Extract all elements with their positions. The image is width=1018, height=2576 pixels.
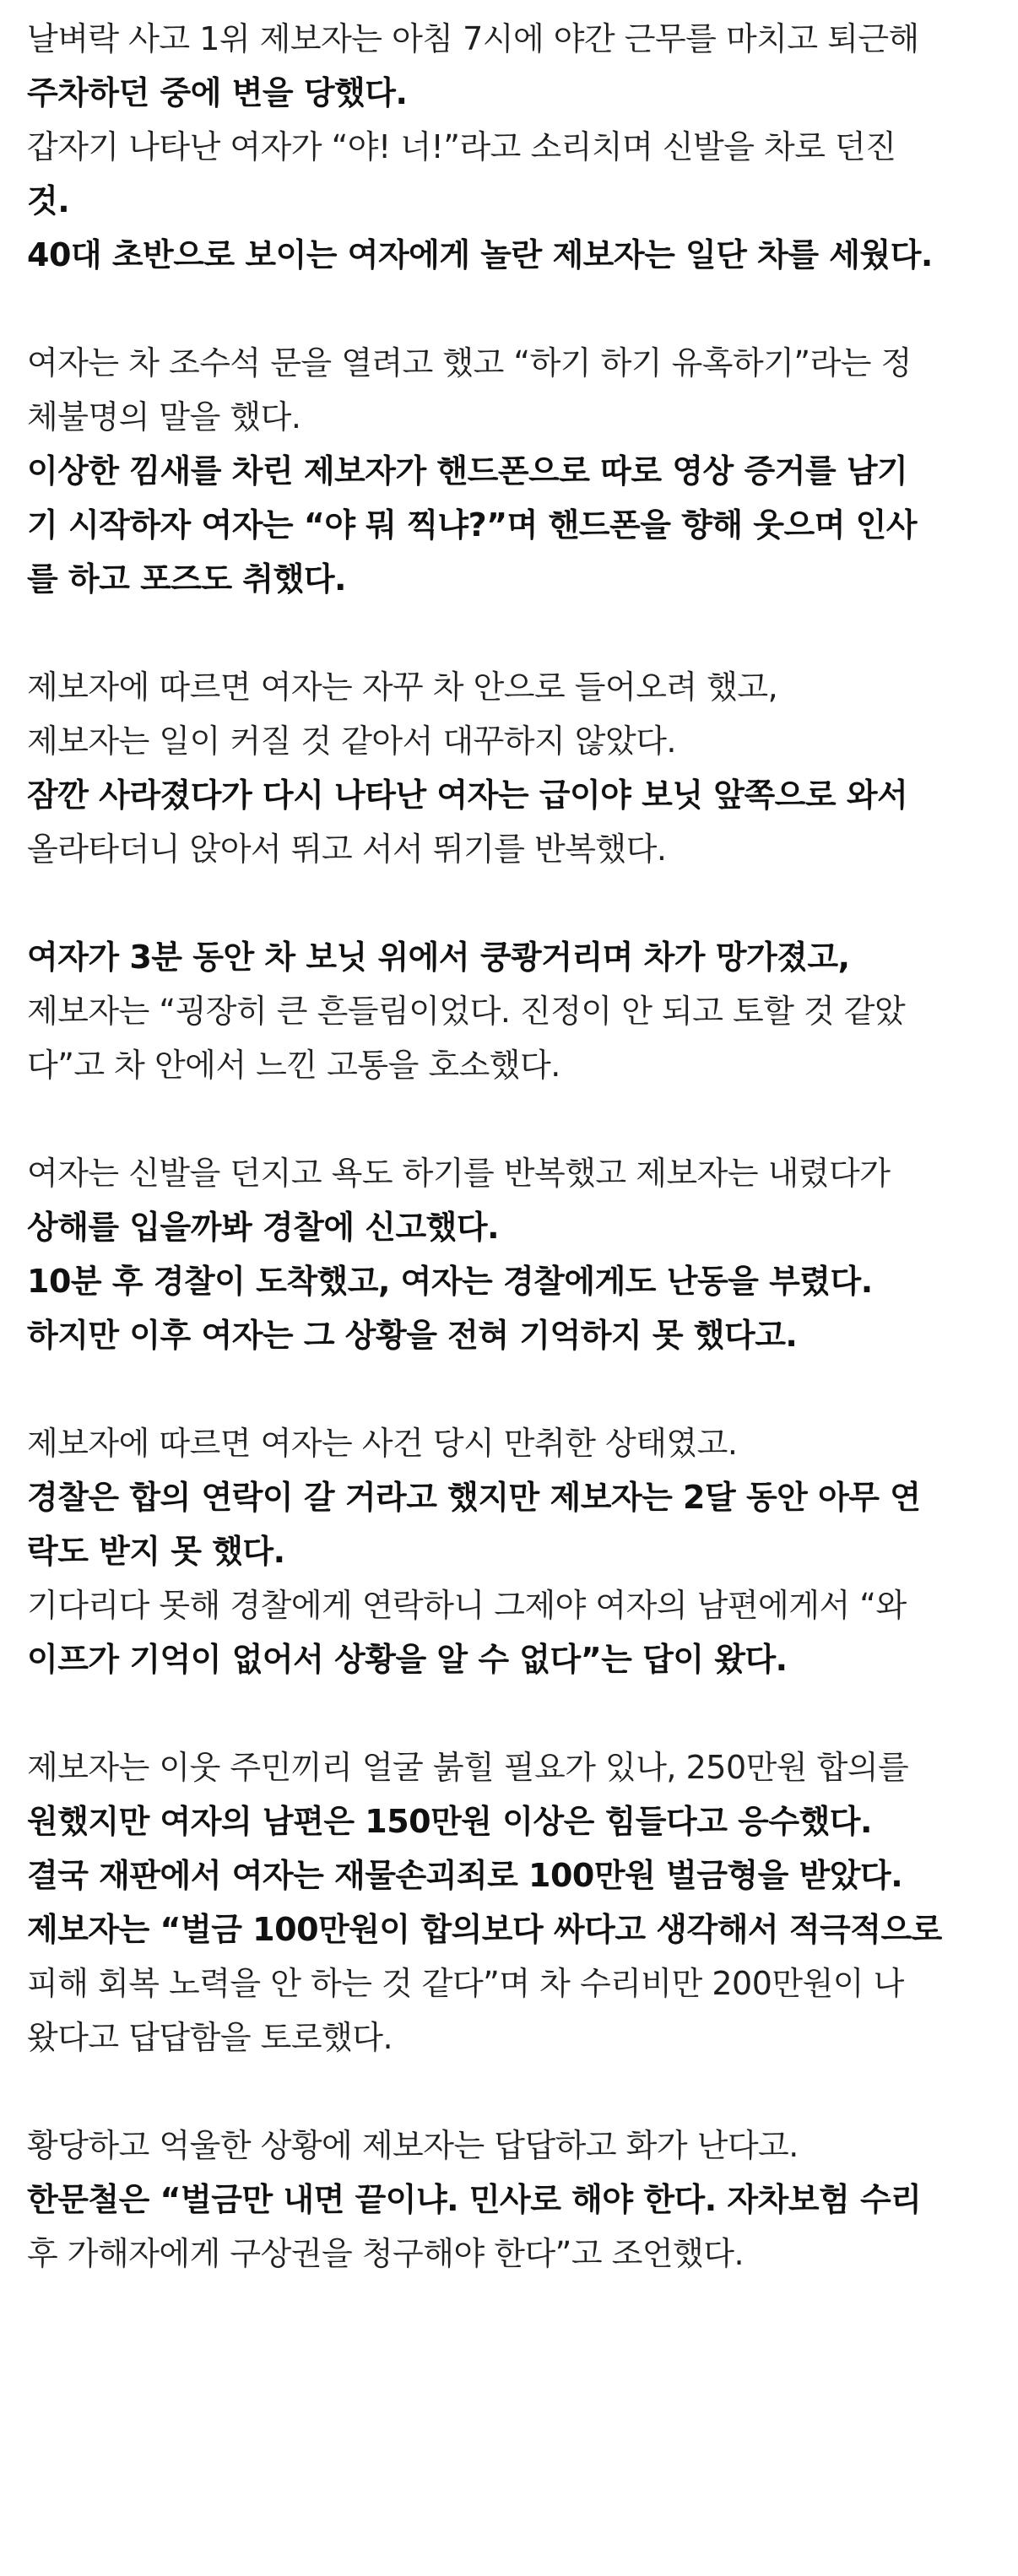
text-line: 경찰은 합의 연락이 갈 거라고 했지만 제보자는 2달 동안 아무 연 bbox=[27, 1479, 921, 1516]
text-line: 날벼락 사고 1위 제보자는 아침 7시에 야간 근무를 마치고 퇴근해 bbox=[27, 20, 919, 57]
text-line: 기다리다 못해 경찰에게 연락하니 그제야 여자의 남편에게서 “와 bbox=[27, 1587, 907, 1624]
paragraph-8 bbox=[27, 2119, 998, 2281]
text-line: 여자가 3분 동안 차 보닛 위에서 쿵쾅거리며 차가 망가졌고, bbox=[27, 939, 850, 976]
text-line: 왔다고 답답함을 토로했다. bbox=[27, 2019, 393, 2056]
text-line: 주차하던 중에 변을 당했다. bbox=[27, 74, 408, 111]
paragraph-7 bbox=[27, 1740, 998, 2065]
text-line: 제보자에 따르면 여자는 사건 당시 만취한 상태였고. bbox=[27, 1425, 738, 1462]
text-line: 하지만 이후 여자는 그 상황을 전혀 기억하지 못 했다고. bbox=[27, 1317, 798, 1354]
paragraph-1 bbox=[27, 12, 998, 282]
text-line: 다”고 차 안에서 느낀 고통을 호소했다. bbox=[27, 1047, 560, 1084]
text-line: 피해 회복 노력을 안 하는 것 같다”며 차 수리비만 200만원이 나 bbox=[27, 1965, 904, 2002]
text-line: 락도 받지 못 했다. bbox=[27, 1533, 285, 1570]
text-line: 제보자에 따르면 여자는 자꾸 차 안으로 들어오려 했고, bbox=[27, 668, 778, 706]
text-line: 것. bbox=[27, 182, 70, 219]
paragraph-5 bbox=[27, 1146, 998, 1362]
text-line: 한문철은 “벌금만 내면 끝이냐. 민사로 해야 한다. 자차보험 수리 bbox=[27, 2181, 922, 2218]
text-line: 잠깐 사라졌다가 다시 나타난 여자는 급이야 보닛 앞쪽으로 와서 bbox=[27, 777, 908, 814]
paragraph-4 bbox=[27, 930, 998, 1092]
text-line: 10분 후 경찰이 도착했고, 여자는 경찰에게도 난동을 부렸다. bbox=[27, 1263, 873, 1300]
text-line: 원했지만 여자의 남편은 150만원 이상은 힘들다고 응수했다. bbox=[27, 1803, 872, 1840]
text-line: 상해를 입을까봐 경찰에 신고했다. bbox=[27, 1209, 500, 1246]
text-line: 이프가 기억이 없어서 상황을 알 수 없다”는 답이 왔다. bbox=[27, 1641, 788, 1678]
paragraph-2 bbox=[27, 336, 998, 606]
text-line: 여자는 차 조수석 문을 열려고 했고 “하기 하기 유혹하기”라는 정 bbox=[27, 344, 912, 382]
paragraph-6 bbox=[27, 1416, 998, 1686]
text-line: 결국 재판에서 여자는 재물손괴죄로 100만원 벌금형을 받았다. bbox=[27, 1857, 903, 1894]
text-line: 제보자는 “굉장히 큰 흔들림이었다. 진정이 안 되고 토할 것 같았 bbox=[27, 993, 906, 1030]
text-line: 기 시작하자 여자는 “야 뭐 찍냐?”며 핸드폰을 향해 웃으며 인사 bbox=[27, 506, 918, 544]
text-line: 체불명의 말을 했다. bbox=[27, 398, 301, 436]
text-line: 를 하고 포즈도 취했다. bbox=[27, 560, 346, 598]
paragraph-3 bbox=[27, 660, 998, 876]
text-line: 제보자는 이웃 주민끼리 얼굴 붉힐 필요가 있나, 250만원 합의를 bbox=[27, 1749, 909, 1786]
text-line: 제보자는 일이 커질 것 같아서 대꾸하지 않았다. bbox=[27, 722, 677, 760]
text-line: 40대 초반으로 보이는 여자에게 놀란 제보자는 일단 차를 세웠다. bbox=[27, 236, 933, 273]
text-line: 제보자는 “벌금 100만원이 합의보다 싸다고 생각해서 적극적으로 bbox=[27, 1911, 942, 1948]
text-line: 여자는 신발을 던지고 욕도 하기를 반복했고 제보자는 내렸다가 bbox=[27, 1155, 891, 1192]
text-line: 갑자기 나타난 여자가 “야! 너!”라고 소리치며 신발을 차로 던진 bbox=[27, 128, 896, 165]
text-line: 후 가해자에게 구상권을 청구해야 한다”고 조언했다. bbox=[27, 2235, 745, 2272]
text-line: 황당하고 억울한 상황에 제보자는 답답하고 화가 난다고. bbox=[27, 2127, 799, 2164]
text-line: 이상한 낌새를 차린 제보자가 핸드폰으로 따로 영상 증거를 남기 bbox=[27, 452, 908, 490]
text-line: 올라타더니 앉아서 뛰고 서서 뛰기를 반복했다. bbox=[27, 831, 667, 868]
